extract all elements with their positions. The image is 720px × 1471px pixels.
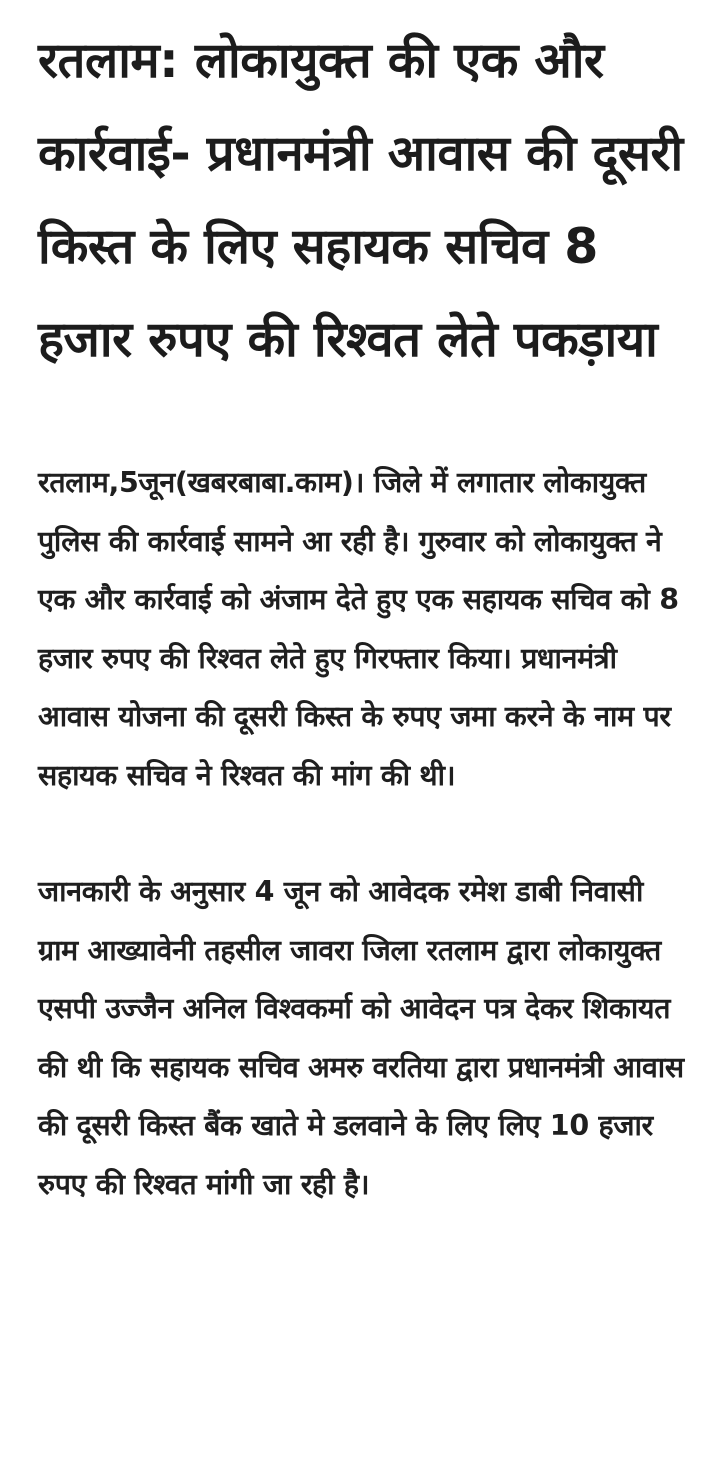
article-paragraph: जानकारी के अनुसार 4 जून को आवेदक रमेश डाबी निवासी ग्राम आख्यावेनी तहसील जावरा जिला रतलाम द्वारा लोकायुक्त एसपी उज्जैन अनिल विश्वकर्मा को आवेदन पत्र देकर शिकायत की थी कि सहायक सचिव अमरु वरतिया द्वारा प्रधानमंत्री आवास की दूसरी किस्त बैंक खाते मे डलवाने के लिए लिए 10 हजार रुपए की रिश्वत मांगी जा रही है। [38, 875, 684, 1201]
article-headline: रतलाम: लोकायुक्त की एक और कार्रवाई- प्रधानमंत्री आवास की दूसरी किस्त के लिए सहायक सचिव 8 हजार रुपए की रिश्वत लेते पकड़ाया [38, 32, 683, 368]
article-paragraph: रतलाम,5जून(खबरबाबा.काम)। जिले में लगातार लोकायुक्त पुलिस की कार्रवाई सामने आ रही है। गुरुवार को लोकायुक्त ने एक और कार्रवाई को अंजाम देते हुए एक सहायक सचिव को 8 हजार रुपए की रिश्वत लेते हुए गिरफ्तार किया। प्रधानमंत्री आवास योजना की दूसरी किस्त के रुपए जमा करने के नाम पर सहायक सचिव ने रिश्वत की मांग की थी। [38, 466, 679, 792]
